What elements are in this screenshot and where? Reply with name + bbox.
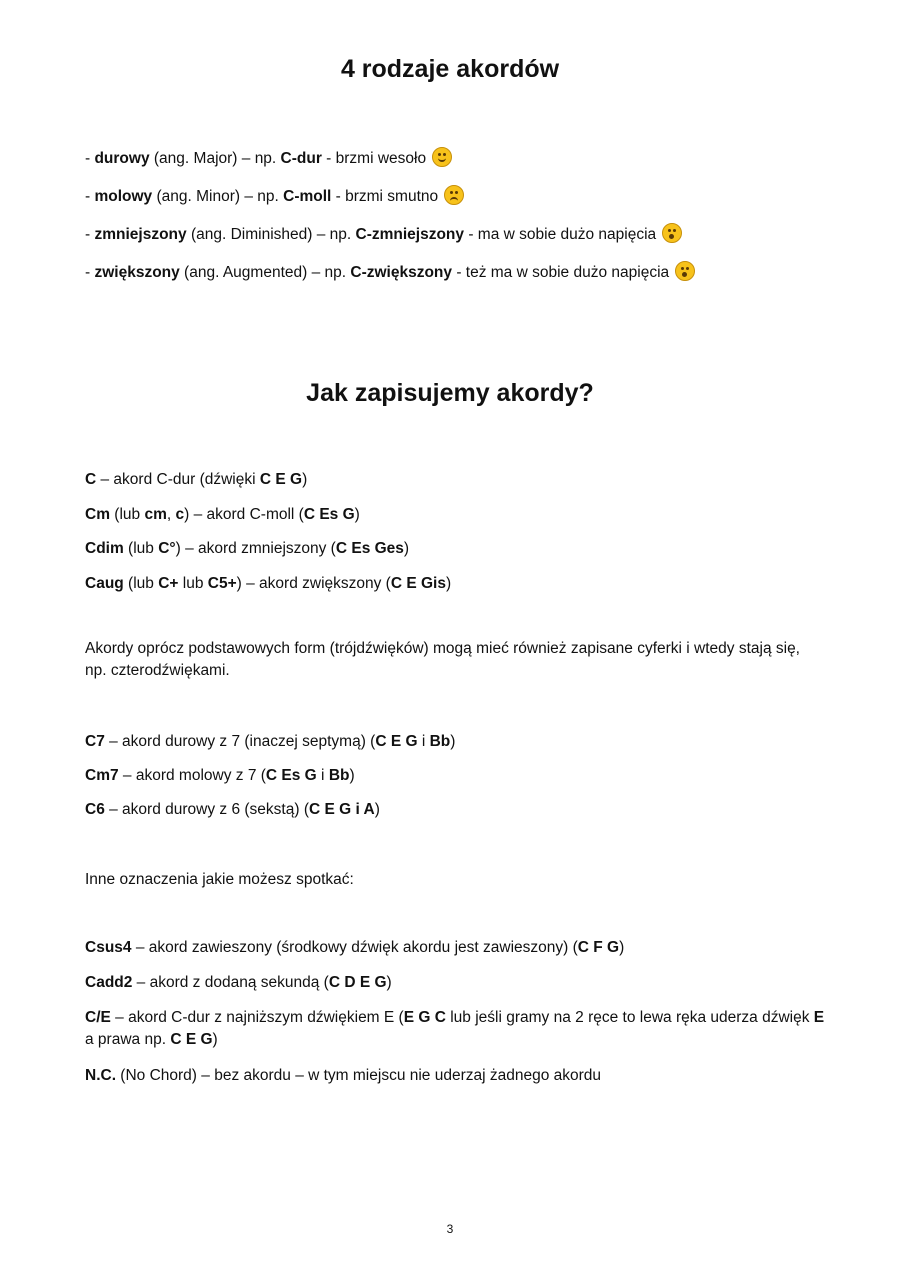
list-item-minor: - molowy (ang. Minor) – np. C-moll - brzmi smutno — [85, 185, 825, 208]
surprised-face-icon — [662, 223, 682, 243]
list-item-diminished: - zmniejszony (ang. Diminished) – np. C-zmniejszony - ma w sobie dużo napięcia — [85, 223, 825, 246]
chord-line-csus4: Csus4 – akord zawieszony (środkowy dźwięk akordu jest zawieszony) (C F G) — [85, 939, 625, 956]
chord-line-c6: C6 – akord durowy z 6 (sekstą) (C E G i A) — [85, 801, 380, 818]
paragraph-other-notations: Inne oznaczenia jakie możesz spotkać: — [85, 871, 354, 888]
sad-face-icon — [444, 185, 464, 205]
heading-chord-notation: Jak zapisujemy akordy? — [306, 379, 594, 407]
surprised-face-icon — [675, 261, 695, 281]
chord-line-cdim: Cdim (lub C°) – akord zmniejszony (C Es Ges) — [85, 540, 410, 557]
chord-line-c-slash-e: C/E – akord C-dur z najniższym dźwiękiem E (E G C lub jeśli gramy na 2 ręce to lewa ręka uderza dźwięk E a prawa np. C E G) — [85, 1009, 825, 1048]
chord-line-cadd2: Cadd2 – akord z dodaną sekundą (C D E G) — [85, 974, 392, 991]
chord-line-cm: Cm (lub cm, c) – akord C-moll (C Es G) — [85, 506, 360, 523]
chord-line-cm7: Cm7 – akord molowy z 7 (C Es G i Bb) — [85, 767, 355, 784]
chord-line-nc: N.C. (No Chord) – bez akordu – w tym miejscu nie uderzaj żadnego akordu — [85, 1067, 602, 1084]
list-item-augmented: - zwiększony (ang. Augmented) – np. C-zwiększony - też ma w sobie dużo napięcia — [85, 261, 825, 284]
smiling-face-icon — [432, 147, 452, 167]
list-item-major: - durowy (ang. Major) – np. C-dur - brzmi wesoło — [85, 147, 825, 170]
chord-line-c7: C7 – akord durowy z 7 (inaczej septymą) (C E G i Bb) — [85, 733, 456, 750]
chord-line-c: C – akord C-dur (dźwięki C E G) — [85, 471, 308, 488]
page-number: 3 — [446, 1222, 454, 1236]
heading-chord-types: 4 rodzaje akordów — [340, 55, 560, 83]
paragraph-extended-chords: Akordy oprócz podstawowych form (trójdźwięków) mogą mieć również zapisane cyferki i wtedy stają się, np. czterodźwiękami. — [85, 640, 800, 679]
chord-line-caug: Caug (lub C+ lub C5+) – akord zwiększony (C E Gis) — [85, 575, 452, 592]
